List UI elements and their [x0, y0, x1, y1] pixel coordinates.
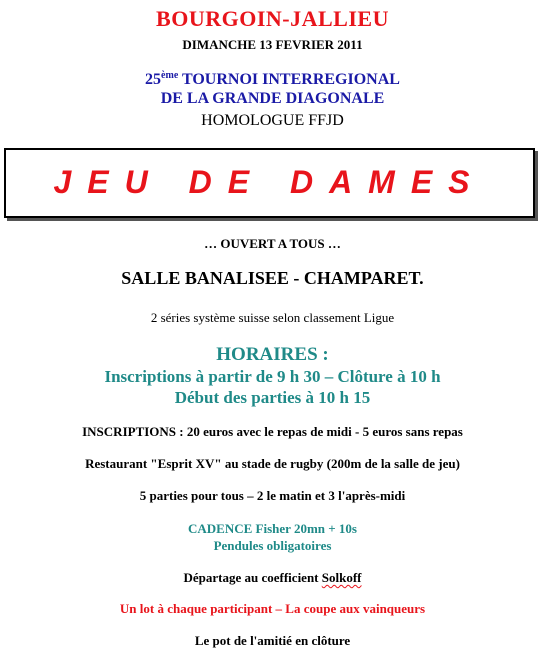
- tiebreak-name: Solkoff: [321, 570, 362, 585]
- city-heading: BOURGOIN-JALLIEU: [156, 6, 389, 31]
- event-date: DIMANCHE 13 FEVRIER 2011: [182, 37, 363, 52]
- venue: SALLE BANALISEE - CHAMPARET.: [121, 268, 424, 288]
- closing-reception: Le pot de l'amitié en clôture: [194, 633, 351, 648]
- open-to-all: … OUVERT A TOUS …: [204, 236, 341, 251]
- restaurant-info: Restaurant "Esprit XV" au stade de rugby (200m de la salle de jeu): [85, 456, 460, 471]
- schedule-start: Début des parties à 10 h 15: [174, 388, 371, 407]
- tiebreak-info: [0, 570, 545, 586]
- schedule-registration: Inscriptions à partir de 9 h 30 – Clôture à 10 h: [104, 367, 441, 386]
- clocks-required: Pendules obligatoires: [213, 538, 332, 553]
- homologation: HOMOLOGUE FFJD: [201, 112, 344, 129]
- schedule-title: HORAIRES :: [216, 344, 329, 365]
- registration-fees: INSCRIPTIONS : 20 euros avec le repas de midi - 5 euros sans repas: [82, 424, 463, 439]
- main-title: JEU DE DAMES: [53, 164, 486, 200]
- tiebreak-prefix: Départage au coefficient: [183, 570, 322, 585]
- series-info: 2 séries système suisse selon classement Ligue: [150, 310, 395, 325]
- title-frame: [4, 148, 535, 218]
- time-control: CADENCE Fisher 20mn + 10s: [188, 521, 357, 536]
- tournament-ordinal: ème: [161, 70, 179, 81]
- games-info: 5 parties pour tous – 2 le matin et 3 l'après-midi: [139, 488, 406, 503]
- tournament-line-1: [0, 70, 545, 89]
- tournament-name: TOURNOI INTERREGIONAL: [178, 71, 400, 88]
- tournament-number: 25: [145, 71, 162, 88]
- prizes-info: Un lot à chaque participant – La coupe aux vainqueurs: [119, 601, 426, 616]
- tournament-line-2: DE LA GRANDE DIAGONALE: [160, 90, 385, 107]
